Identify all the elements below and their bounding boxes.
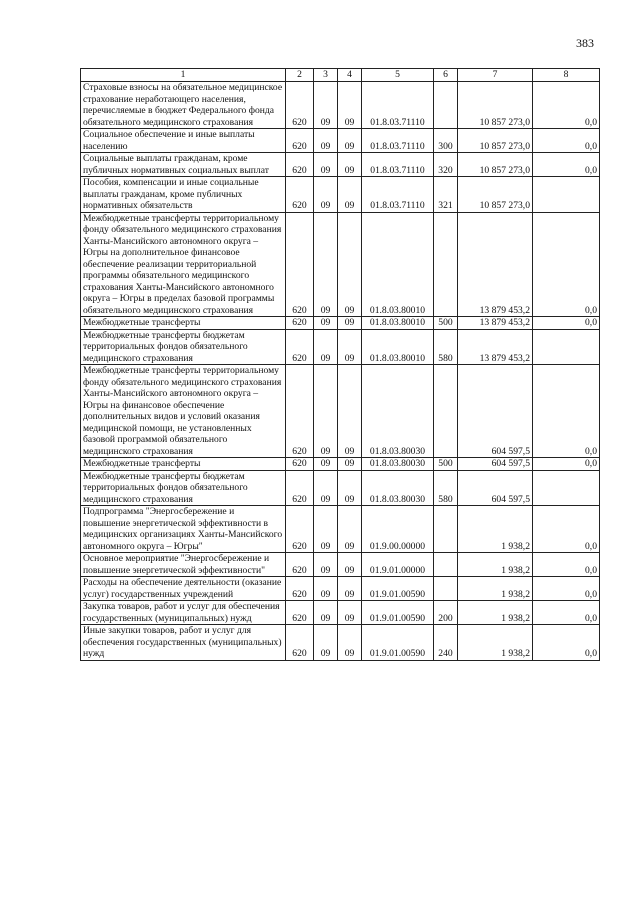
table-row [81,212,600,317]
table-row [81,470,600,506]
row-name-cell: Иные закупки товаров, работ и услуг для обеспечения государственных (муниципальных) нужд [81,625,286,661]
target-item-code-cell: 01.8.03.80030 [362,458,434,471]
expense-type-code-cell: 580 [434,329,458,365]
header-cell: 1 [81,69,286,82]
row-name-cell: Пособия, компенсации и иные социальные выплаты гражданам, кроме публичных нормативных обязательств [81,177,286,213]
expense-type-code-cell [434,82,458,129]
row-name-cell: Подпрограмма "Энергосбережение и повышение энергетической эффективности в медицинских организациях Ханты-Мансийского автономного округа – Югры" [81,506,286,553]
expense-type-code-cell: 320 [434,153,458,177]
subsection-code-cell: 09 [338,153,362,177]
page-number: 383 [576,36,594,50]
table-row [81,506,600,553]
amount-second-cell: 0,0 [533,129,600,153]
row-name-cell: Расходы на обеспечение деятельности (оказание услуг) государственных учреждений [81,577,286,601]
ved-code-cell: 620 [286,329,314,365]
amount-second-cell: 0,0 [533,365,600,458]
table-row [81,365,600,458]
expense-type-code-cell [434,577,458,601]
row-name-cell: Межбюджетные трансферты территориальному фонду обязательного медицинского страхования Ханты-Мансийского автономного округа – Югры на финансовое обеспечение дополнительных видов и условий оказания медицинской помощи, не установленных базовой программой обязательного медицинского страхования [81,365,286,458]
target-item-code-cell: 01.9.01.00590 [362,625,434,661]
subsection-code-cell: 09 [338,329,362,365]
header-cell: 6 [434,69,458,82]
target-item-code-cell: 01.8.03.71110 [362,177,434,213]
section-code-cell: 09 [314,329,338,365]
row-name-cell: Страховые взносы на обязательное медицинское страхование неработающего населения, перечисляемые в бюджет Федерального фонда обязательного медицинского страхования [81,82,286,129]
amount-second-cell: 0,0 [533,82,600,129]
ved-code-cell: 620 [286,82,314,129]
subsection-code-cell: 09 [338,82,362,129]
amount-second-cell: 0,0 [533,601,600,625]
amount-cell: 1 938,2 [458,553,533,577]
target-item-code-cell: 01.8.03.80030 [362,365,434,458]
target-item-code-cell: 01.9.01.00590 [362,601,434,625]
amount-cell: 13 879 453,2 [458,212,533,317]
header-cell: 8 [533,69,600,82]
target-item-code-cell: 01.9.00.00000 [362,506,434,553]
table-row [81,625,600,661]
amount-cell: 1 938,2 [458,601,533,625]
table-row [81,577,600,601]
subsection-code-cell: 09 [338,212,362,317]
section-code-cell: 09 [314,470,338,506]
amount-cell: 604 597,5 [458,365,533,458]
ved-code-cell: 620 [286,553,314,577]
amount-second-cell [533,177,600,213]
amount-cell: 1 938,2 [458,625,533,661]
section-code-cell: 09 [314,506,338,553]
amount-cell: 10 857 273,0 [458,129,533,153]
amount-second-cell: 0,0 [533,625,600,661]
expense-type-code-cell: 580 [434,470,458,506]
amount-cell: 1 938,2 [458,577,533,601]
ved-code-cell: 620 [286,212,314,317]
expense-type-code-cell: 200 [434,601,458,625]
section-code-cell: 09 [314,601,338,625]
ved-code-cell: 620 [286,470,314,506]
row-name-cell: Межбюджетные трансферты [81,458,286,471]
expense-type-code-cell [434,212,458,317]
amount-second-cell: 0,0 [533,506,600,553]
section-code-cell: 09 [314,82,338,129]
section-code-cell: 09 [314,577,338,601]
row-name-cell: Межбюджетные трансферты территориальному фонду обязательного медицинского страхования Ханты-Мансийского автономного округа – Югры на дополнительное финансовое обеспечение реализации территориальной программы обязательного медицинского страхования Ханты-Мансийского автономного округа – Югры в пределах базовой программы обязательного медицинского страхования [81,212,286,317]
expense-type-code-cell: 500 [434,458,458,471]
ved-code-cell: 620 [286,317,314,330]
expense-type-code-cell [434,365,458,458]
ved-code-cell: 620 [286,577,314,601]
target-item-code-cell: 01.8.03.71110 [362,82,434,129]
amount-second-cell: 0,0 [533,317,600,330]
ved-code-cell: 620 [286,506,314,553]
table-row [81,82,600,129]
target-item-code-cell: 01.8.03.80010 [362,317,434,330]
subsection-code-cell: 09 [338,553,362,577]
header-cell: 2 [286,69,314,82]
target-item-code-cell: 01.8.03.71110 [362,153,434,177]
subsection-code-cell: 09 [338,129,362,153]
ved-code-cell: 620 [286,153,314,177]
section-code-cell: 09 [314,625,338,661]
target-item-code-cell: 01.8.03.80030 [362,470,434,506]
section-code-cell: 09 [314,458,338,471]
table-row [81,601,600,625]
amount-cell: 1 938,2 [458,506,533,553]
subsection-code-cell: 09 [338,601,362,625]
expense-type-code-cell [434,506,458,553]
section-code-cell: 09 [314,153,338,177]
table-row [81,177,600,213]
ved-code-cell: 620 [286,365,314,458]
amount-cell: 10 857 273,0 [458,153,533,177]
subsection-code-cell: 09 [338,625,362,661]
subsection-code-cell: 09 [338,177,362,213]
table-header-row [81,69,600,82]
row-name-cell: Социальные выплаты гражданам, кроме публичных нормативных социальных выплат [81,153,286,177]
expense-type-code-cell: 240 [434,625,458,661]
target-item-code-cell: 01.9.01.00590 [362,577,434,601]
amount-cell: 13 879 453,2 [458,329,533,365]
amount-second-cell: 0,0 [533,577,600,601]
table-row [81,553,600,577]
row-name-cell: Межбюджетные трансферты бюджетам территориальных фондов обязательного медицинского страхования [81,329,286,365]
section-code-cell: 09 [314,317,338,330]
row-name-cell: Основное мероприятие "Энергосбережение и повышение энергетической эффективности" [81,553,286,577]
expense-type-code-cell: 321 [434,177,458,213]
table-row [81,458,600,471]
ved-code-cell: 620 [286,129,314,153]
expense-type-code-cell: 300 [434,129,458,153]
header-cell: 3 [314,69,338,82]
amount-cell: 604 597,5 [458,458,533,471]
subsection-code-cell: 09 [338,365,362,458]
amount-cell: 604 597,5 [458,470,533,506]
section-code-cell: 09 [314,365,338,458]
row-name-cell: Межбюджетные трансферты [81,317,286,330]
header-cell: 5 [362,69,434,82]
amount-second-cell [533,329,600,365]
ved-code-cell: 620 [286,177,314,213]
row-name-cell: Социальное обеспечение и иные выплаты населению [81,129,286,153]
header-cell: 4 [338,69,362,82]
section-code-cell: 09 [314,129,338,153]
table-body [81,69,600,661]
target-item-code-cell: 01.8.03.80010 [362,212,434,317]
section-code-cell: 09 [314,553,338,577]
subsection-code-cell: 09 [338,470,362,506]
amount-second-cell [533,470,600,506]
row-name-cell: Закупка товаров, работ и услуг для обеспечения государственных (муниципальных) нужд [81,601,286,625]
amount-second-cell: 0,0 [533,458,600,471]
table-row [81,317,600,330]
row-name-cell: Межбюджетные трансферты бюджетам территориальных фондов обязательного медицинского страхования [81,470,286,506]
ved-code-cell: 620 [286,458,314,471]
target-item-code-cell: 01.8.03.71110 [362,129,434,153]
subsection-code-cell: 09 [338,458,362,471]
ved-code-cell: 620 [286,601,314,625]
amount-second-cell: 0,0 [533,212,600,317]
target-item-code-cell: 01.9.01.00000 [362,553,434,577]
table-row [81,129,600,153]
amount-second-cell: 0,0 [533,153,600,177]
subsection-code-cell: 09 [338,506,362,553]
budget-table [80,68,600,661]
header-cell: 7 [458,69,533,82]
ved-code-cell: 620 [286,625,314,661]
subsection-code-cell: 09 [338,577,362,601]
subsection-code-cell: 09 [338,317,362,330]
amount-cell: 10 857 273,0 [458,82,533,129]
target-item-code-cell: 01.8.03.80010 [362,329,434,365]
section-code-cell: 09 [314,212,338,317]
amount-cell: 13 879 453,2 [458,317,533,330]
section-code-cell: 09 [314,177,338,213]
expense-type-code-cell: 500 [434,317,458,330]
table-row [81,153,600,177]
amount-cell: 10 857 273,0 [458,177,533,213]
amount-second-cell: 0,0 [533,553,600,577]
expense-type-code-cell [434,553,458,577]
table-row [81,329,600,365]
